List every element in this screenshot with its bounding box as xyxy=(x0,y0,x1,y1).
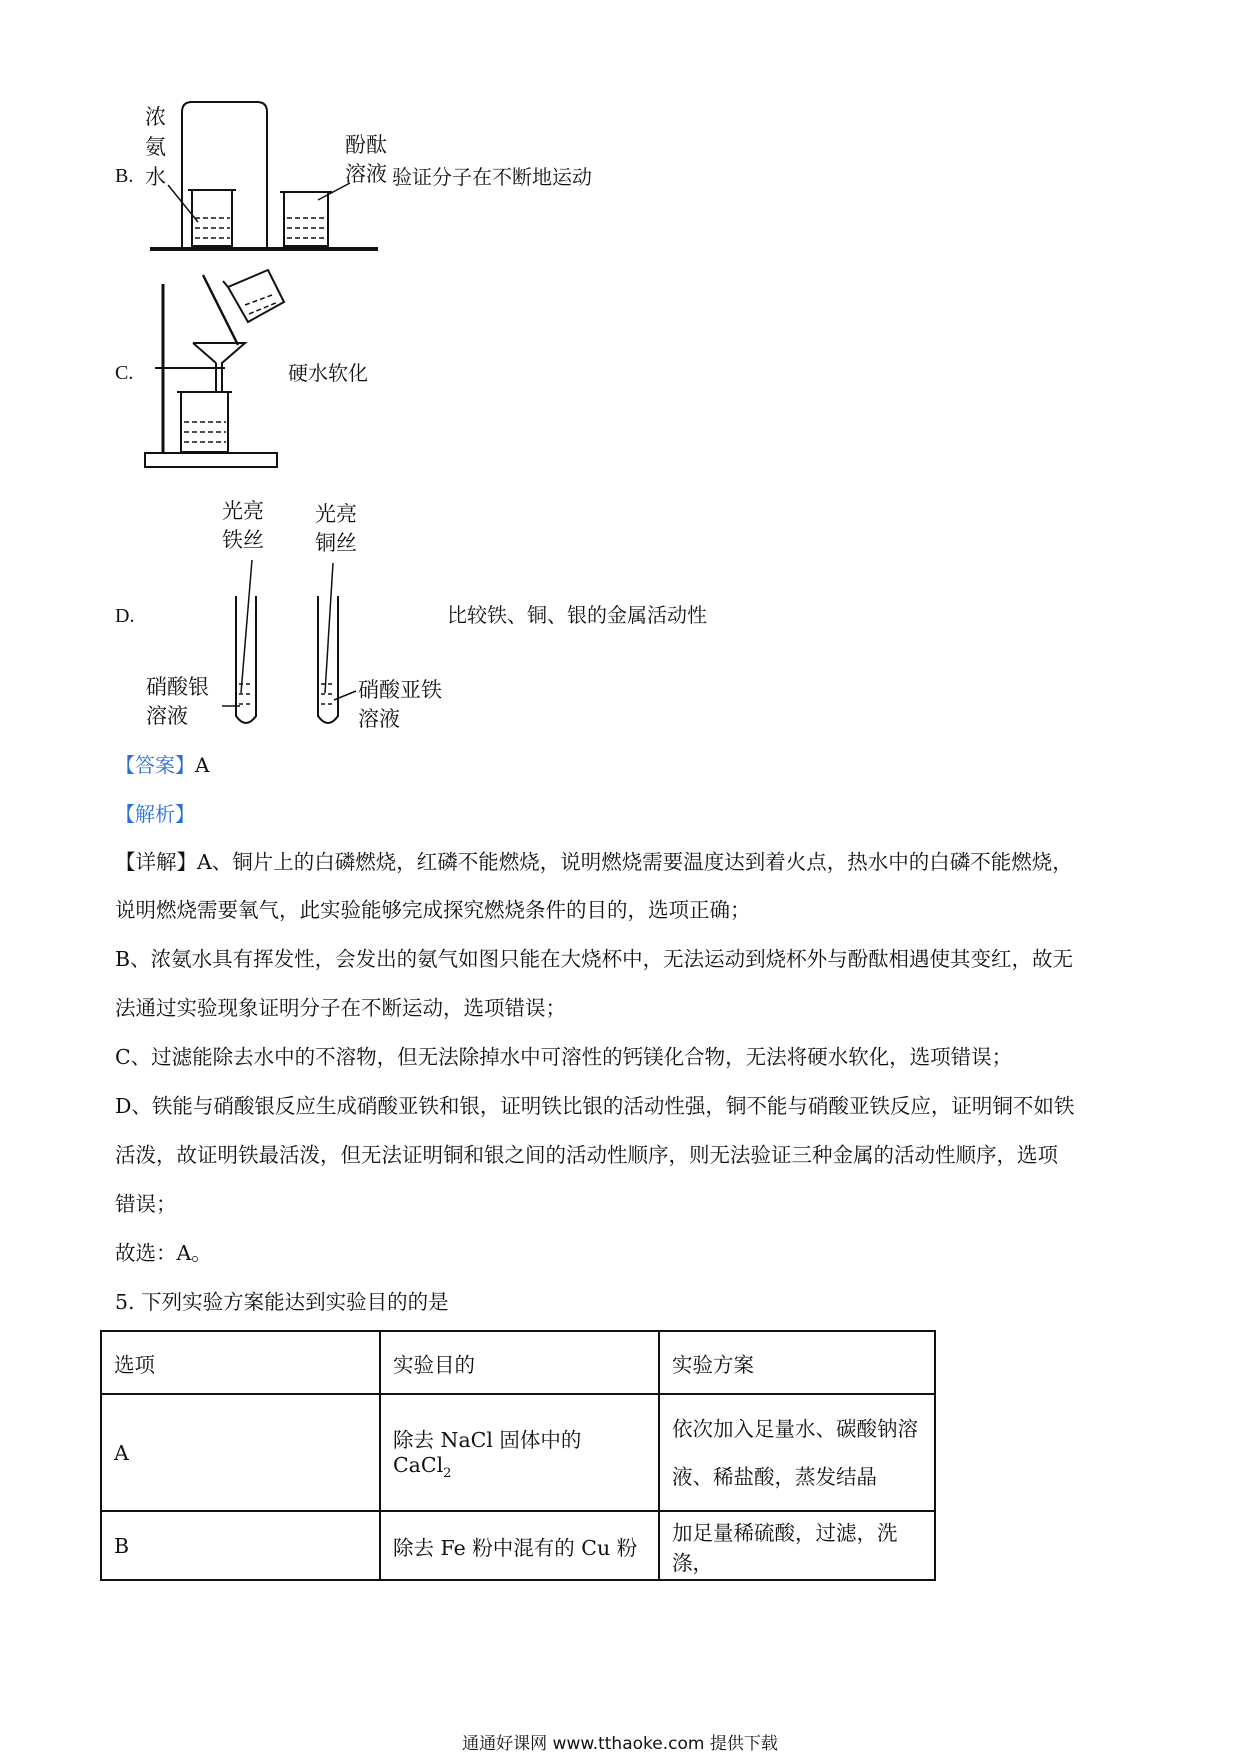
phenolphthalein-label-2: 溶液 xyxy=(345,162,387,186)
copper-wire-label-1: 光亮 xyxy=(315,502,357,526)
row-a-plan-line-2: 液、稀盐酸，蒸发结晶 xyxy=(672,1464,877,1489)
option-d-letter: D. xyxy=(115,605,135,627)
phenolphthalein-label-1: 酚酞 xyxy=(345,133,387,157)
analysis-line-1: 【详解】A、铜片上的白磷燃烧，红磷不能燃烧，说明燃烧需要温度达到着火点，热水中的白磷不能燃烧， xyxy=(115,850,1073,874)
row-a-option: A xyxy=(101,1394,380,1511)
iron-wire-label-1: 光亮 xyxy=(222,499,264,523)
experiment-table xyxy=(100,1330,936,1581)
analysis-line-2: 说明燃烧需要氧气，此实验能够完成探究燃烧条件的目的，选项正确； xyxy=(115,898,751,922)
table-row xyxy=(101,1394,935,1511)
option-b-caption: 验证分子在不断地运动 xyxy=(392,165,592,189)
copper-wire-label-2: 铜丝 xyxy=(315,531,357,555)
option-c-letter: C. xyxy=(115,362,134,384)
answer-tag: 【答案】 xyxy=(115,753,195,777)
analysis-tag: 【解析】 xyxy=(115,802,195,826)
iron-wire-label-2: 铁丝 xyxy=(222,528,264,552)
silver-nitrate-label-2: 溶液 xyxy=(146,704,188,728)
ferrous-nitrate-label-2: 溶液 xyxy=(358,707,400,731)
ammonia-label-char1: 浓 xyxy=(145,105,166,129)
row-b-option: B xyxy=(101,1511,380,1580)
row-a-purpose xyxy=(380,1394,659,1511)
question-5-stem: 5. 下列实验方案能达到实验目的的是 xyxy=(115,1290,449,1314)
table-row xyxy=(101,1511,935,1580)
answer-value: A xyxy=(195,753,210,777)
analysis-line-3: B、浓氨水具有挥发性，会发出的氨气如图只能在大烧杯中，无法运动到烧杯外与酚酞相遇使其变红，故无 xyxy=(115,947,1074,971)
analysis-line-8: 错误； xyxy=(115,1192,177,1216)
header-cell-option: 选项 xyxy=(101,1331,380,1394)
option-c-caption: 硬水软化 xyxy=(288,361,368,385)
option-d-caption: 比较铁、铜、银的金属活动性 xyxy=(447,603,707,627)
analysis-line-7: 活泼，故证明铁最活泼，但无法证明铜和银之间的活动性顺序，则无法验证三种金属的活动性顺序，选项 xyxy=(115,1143,1058,1167)
table-header-row xyxy=(101,1331,935,1394)
option-b-letter: B. xyxy=(115,165,134,187)
analysis-line-6: D、铁能与硝酸银反应生成硝酸亚铁和银，证明铁比银的活动性强，铜不能与硝酸亚铁反应，证明铜不如铁 xyxy=(115,1094,1075,1118)
row-a-purpose-subscript: 2 xyxy=(443,1466,452,1482)
metal-activity-test-tubes-diagram xyxy=(0,0,1240,740)
ammonia-label-char2: 氨 xyxy=(145,135,166,159)
row-b-purpose: 除去 Fe 粉中混有的 Cu 粉 xyxy=(380,1511,659,1580)
ferrous-nitrate-label-1: 硝酸亚铁 xyxy=(358,678,442,702)
analysis-line-9: 故选：A。 xyxy=(115,1241,212,1265)
header-cell-purpose: 实验目的 xyxy=(380,1331,659,1394)
silver-nitrate-label-1: 硝酸银 xyxy=(146,675,209,699)
ammonia-label-char3: 水 xyxy=(145,165,166,189)
row-a-purpose-text: 除去 NaCl 固体中的 CaCl xyxy=(393,1428,582,1478)
row-a-plan xyxy=(659,1394,935,1511)
answer-line xyxy=(115,753,209,777)
row-a-plan-line-1: 依次加入足量水、碳酸钠溶 xyxy=(672,1416,918,1441)
row-b-plan: 加足量稀硫酸，过滤，洗涤， xyxy=(659,1511,935,1580)
analysis-line-4: 法通过实验现象证明分子在不断运动，选项错误； xyxy=(115,996,566,1020)
page-footer: 通通好课网 www.tthaoke.com 提供下载 xyxy=(462,1734,778,1754)
header-cell-plan: 实验方案 xyxy=(659,1331,935,1394)
analysis-line-5: C、过滤能除去水中的不溶物，但无法除掉水中可溶性的钙镁化合物，无法将硬水软化，选项错误； xyxy=(115,1045,1013,1069)
